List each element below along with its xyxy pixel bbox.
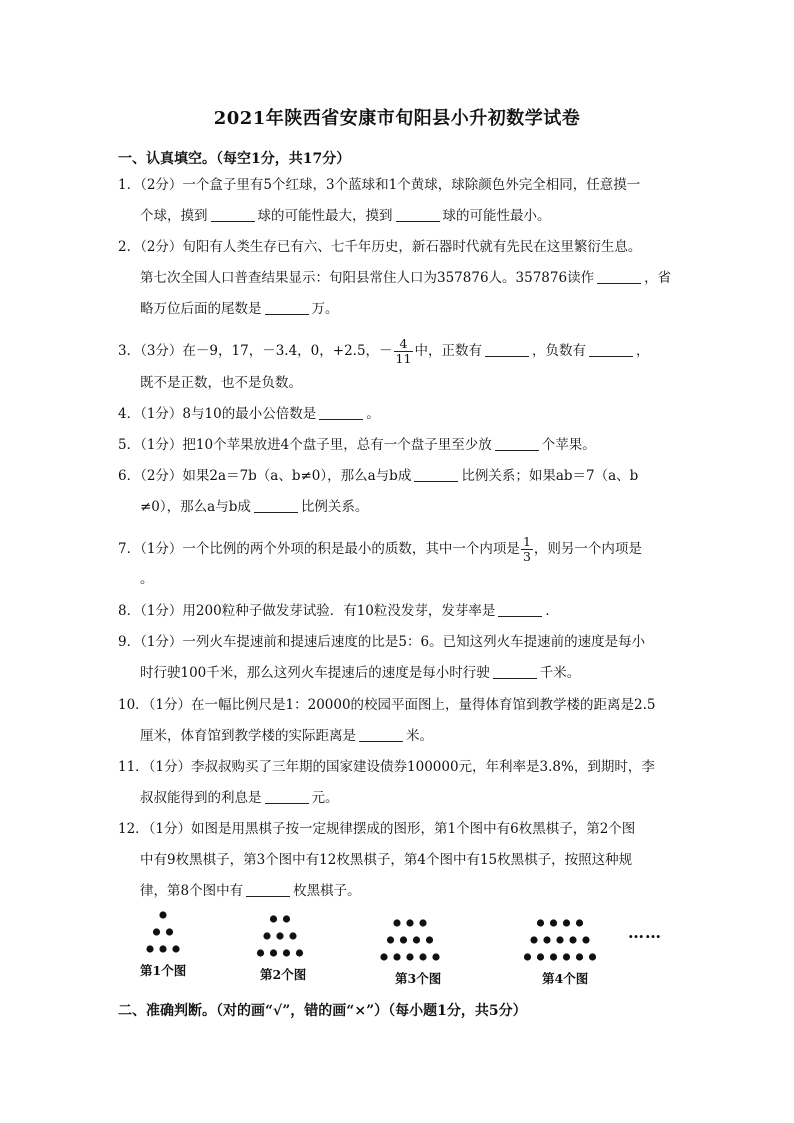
chess-piece-dot (283, 915, 290, 922)
chess-piece-dot (289, 932, 296, 939)
ellipsis: …… (628, 923, 662, 942)
exam-title: 2021年陕西省安康市旬阳县小升初数学试卷 (213, 108, 581, 129)
chess-piece-dot (576, 953, 583, 960)
answer-blank[interactable] (498, 603, 542, 617)
answer-blank[interactable] (359, 728, 403, 742)
chess-piece-dot (530, 936, 537, 943)
chess-piece-dot (257, 949, 264, 956)
chess-piece-dot (576, 919, 583, 926)
q3-line-2: 既不是正数，也不是负数。 (140, 375, 302, 391)
answer-blank[interactable] (265, 301, 309, 315)
chess-piece-dot (159, 911, 166, 918)
q11-line-2: 叔叔能得到的利息是 元。 (140, 790, 339, 806)
q1-line-2: 个球，摸到 球的可能性最大，摸到 球的可能性最小。 (140, 208, 551, 224)
chess-piece-dot (393, 953, 400, 960)
chess-piece-dot (406, 953, 413, 960)
chess-piece-dot (543, 936, 550, 943)
q12-line-2: 中有9枚黑棋子，第3个图中有12枚黑棋子，第4个图中有15枚黑棋子，按照这种规 (140, 852, 633, 868)
q7-line-2: 。 (140, 571, 154, 587)
chess-piece-dot (270, 949, 277, 956)
answer-blank[interactable] (246, 883, 290, 897)
q5-line: 5．（1分）把10个苹果放进4个盘子里，总有一个盘子里至少放 个苹果。 (118, 437, 596, 453)
answer-blank[interactable] (396, 208, 440, 222)
q12-line-1: 12．（1分）如图是用黑棋子按一定规律摆成的图形，第1个图中有6枚黑棋子，第2个图 (118, 821, 636, 837)
chess-piece-dot (563, 953, 570, 960)
answer-blank[interactable] (493, 665, 537, 679)
chess-piece-dot (153, 928, 160, 935)
q3-line-1: 3．（3分）在－9，17，－3.4，0，+2.5，－ $\frac{4}{11}$ 中，正数有 ，负数有 ， (118, 336, 650, 366)
q9-line-1: 9．（1分）一列火车提速前和提速后速度的比是5：6。已知这列火车提速前的速度是每小 (118, 634, 646, 650)
q7-line-1: 7．（1分）一个比例的两个外项的积是最小的质数，其中一个内项是 $\frac{1}{3}$ ，则另一个内项是 (118, 534, 642, 564)
chess-piece-dot (387, 936, 394, 943)
chess-piece-dot (556, 936, 563, 943)
answer-blank[interactable] (485, 343, 529, 357)
q2-line-1: 2．（2分）旬阳有人类生存已有六、七千年历史，新石器时代就有先民在这里繁衍生息。 (118, 239, 642, 255)
answer-blank[interactable] (414, 468, 458, 482)
chess-pattern-figure (130, 903, 670, 993)
q10-line-1: 10．（1分）在一幅比例尺是1：20000的校园平面图上，量得体育馆到教学楼的距离是2.5 (118, 697, 656, 713)
figure-2-label: 第2个图 (260, 967, 307, 982)
q6-line-2: ≠0），那么a与b成 比例关系。 (140, 499, 369, 515)
chess-piece-dot (563, 919, 570, 926)
q11-line-1: 11．（1分）李叔叔购买了三年期的国家建设债券100000元，年利率是3.8%，到期时，李 (118, 759, 655, 775)
chess-piece-dot (569, 936, 576, 943)
chess-piece-dot (582, 936, 589, 943)
chess-piece-dot (537, 953, 544, 960)
q2-line-2: 第七次全国人口普查结果显示：旬阳县常住人口为357876人。357876读作 ，省 (140, 270, 672, 286)
q4-line: 4．（1分）8与10的最小公倍数是 。 (118, 406, 380, 422)
chess-piece-dot (296, 949, 303, 956)
answer-blank[interactable] (495, 437, 539, 451)
answer-blank[interactable] (211, 208, 255, 222)
chess-piece-dot (166, 928, 173, 935)
chess-piece-dot (270, 915, 277, 922)
chess-piece-dot (419, 919, 426, 926)
chess-piece-dot (283, 949, 290, 956)
chess-piece-dot (550, 919, 557, 926)
chess-piece-dot (276, 932, 283, 939)
q2-line-3: 略万位后面的尾数是 万。 (140, 301, 339, 317)
figure-4-label: 第4个图 (542, 971, 589, 986)
chess-piece-dot (400, 936, 407, 943)
chess-piece-dot (432, 953, 439, 960)
chess-piece-dot (172, 945, 179, 952)
answer-blank[interactable] (597, 270, 641, 284)
chess-piece-dot (524, 953, 531, 960)
answer-blank[interactable] (589, 343, 633, 357)
answer-blank[interactable] (254, 499, 298, 513)
chess-piece-dot (263, 932, 270, 939)
chess-piece-dot (159, 945, 166, 952)
chess-piece-dot (419, 953, 426, 960)
section-1-heading: 一、认真填空。（每空1分，共17分） (118, 151, 351, 167)
chess-piece-dot (426, 936, 433, 943)
chess-piece-dot (393, 919, 400, 926)
chess-piece-dot (550, 953, 557, 960)
q12-line-3: 律，第8个图中有 枚黑棋子。 (140, 883, 361, 899)
figure-1-label: 第1个图 (140, 963, 187, 978)
chess-piece-dot (380, 953, 387, 960)
q9-line-2: 时行驶100千米，那么这列火车提速后的速度是每小时行驶 千米。 (140, 665, 581, 681)
chess-piece-dot (589, 953, 596, 960)
chess-piece-dot (406, 919, 413, 926)
answer-blank[interactable] (265, 790, 309, 804)
q6-line-1: 6．（2分）如果2a＝7b（a、b≠0），那么a与b成 比例关系；如果ab＝7（a、b (118, 468, 639, 484)
chess-piece-dot (146, 945, 153, 952)
fraction-1-3: $\frac{1}{3}$ (522, 534, 531, 564)
q8-line: 8．（1分）用200粒种子做发芽试验．有10粒没发芽，发芽率是 ． (118, 603, 559, 619)
answer-blank[interactable] (319, 406, 363, 420)
fraction-4-11: $\frac{4}{11}$ (395, 336, 412, 366)
q1-line-1: 1．（2分）一个盒子里有5个红球，3个蓝球和1个黄球，球除颜色外完全相同，任意摸一 (118, 177, 641, 193)
chess-piece-dot (413, 936, 420, 943)
q10-line-2: 厘米，体育馆到教学楼的实际距离是 米。 (140, 728, 433, 744)
chess-piece-dot (537, 919, 544, 926)
figure-3-label: 第3个图 (395, 971, 442, 986)
section-2-heading: 二、准确判断。（对的画“√”，错的画“×”）（每小题1分，共5分） (118, 1003, 527, 1019)
